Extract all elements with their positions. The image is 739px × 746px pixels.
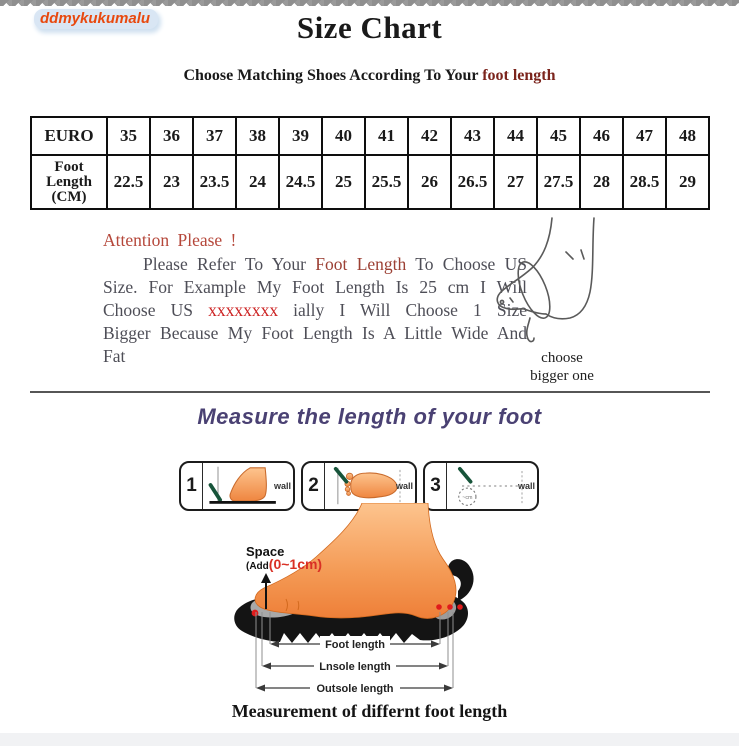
- length-cell: 26.5: [451, 155, 494, 209]
- euro-cell: 36: [150, 117, 193, 155]
- space-word: Space: [246, 544, 285, 559]
- svg-text:~cm: ~cm: [462, 494, 473, 501]
- euro-cell: 43: [451, 117, 494, 155]
- euro-cell: 39: [279, 117, 322, 155]
- measurement-caption: Measurement of differnt foot length: [231, 701, 508, 721]
- wall-label: wall: [517, 481, 535, 491]
- length-cell: 24.5: [279, 155, 322, 209]
- euro-cell: 41: [365, 117, 408, 155]
- length-cell: 25.5: [365, 155, 408, 209]
- brand-logo: ddmykukumalu: [34, 9, 158, 29]
- length-cell: 22.5: [107, 155, 150, 209]
- attention-text: ially I Will Choose 1 Size Bigger Because My Foot Length Is A Little Wide And Fat: [103, 300, 528, 366]
- attention-foot-length-highlight: Foot Length: [315, 254, 407, 274]
- attention-block: [103, 229, 527, 368]
- length-cell: 24: [236, 155, 279, 209]
- rear-measure-dot: [436, 604, 442, 610]
- euro-cell: 40: [322, 117, 365, 155]
- length-cell: 26: [408, 155, 451, 209]
- step-number: 3: [425, 463, 447, 509]
- foot-length-header-line: Foot: [54, 158, 84, 175]
- space-arrow-up: [261, 573, 271, 583]
- measure-section-heading: Measure the length of your foot: [197, 404, 542, 429]
- length-arrows-diagram: [222, 610, 517, 710]
- length-cell: 23.5: [193, 155, 236, 209]
- attention-censored-x: xxxxxxxx: [208, 300, 279, 320]
- subtitle-text: Choose Matching Shoes According To Your: [183, 67, 479, 84]
- length-cell: 28.5: [623, 155, 666, 209]
- foot-length-arrow-label: Foot length: [325, 639, 385, 651]
- choose-caption-line: bigger one: [530, 368, 594, 384]
- euro-row: [31, 117, 709, 155]
- rear-measure-dot: [457, 604, 463, 610]
- foot-length-row-header: [31, 155, 107, 209]
- page-title: Size Chart: [296, 10, 443, 45]
- space-range-text: (0~1cm): [268, 556, 323, 572]
- length-cell: 25: [322, 155, 365, 209]
- attention-text: Please Refer To Your: [143, 254, 306, 274]
- attention-paragraph: [103, 253, 527, 368]
- choose-bigger-caption: [512, 349, 612, 385]
- length-cell: 23: [150, 155, 193, 209]
- outsole-length-arrow-label: Outsole length: [316, 683, 394, 695]
- space-label: [246, 545, 322, 573]
- euro-cell: 46: [580, 117, 623, 155]
- euro-cell: 35: [107, 117, 150, 155]
- foot-length-header-line: (CM): [51, 188, 87, 205]
- length-cell: 27: [494, 155, 537, 209]
- wall-label: wall: [395, 481, 413, 491]
- attention-text: To Choose US Size. For Example My Foot Length Is 25 cm I Will Choose US: [103, 254, 527, 320]
- euro-cell: 48: [666, 117, 709, 155]
- step-number: 1: [181, 463, 203, 509]
- section-divider: [30, 391, 710, 393]
- euro-cell: 47: [623, 117, 666, 155]
- euro-cell: 37: [193, 117, 236, 155]
- torn-edge-decoration: [0, 0, 739, 6]
- subtitle-highlight: foot length: [482, 67, 556, 84]
- foot-length-header-line: Length: [46, 173, 92, 190]
- euro-cell: 45: [537, 117, 580, 155]
- size-chart-table: [30, 116, 710, 210]
- foot-measuring-sketch-icon: [486, 214, 636, 349]
- attention-heading: Attention Please !: [103, 230, 237, 250]
- subtitle: [0, 67, 739, 85]
- euro-cell: 44: [494, 117, 537, 155]
- bottom-edge-strip: [0, 733, 739, 746]
- choose-caption-line: choose: [541, 350, 583, 366]
- length-cell: 27.5: [537, 155, 580, 209]
- insole-length-arrow-label: Lnsole length: [319, 661, 391, 673]
- wall-label: wall: [273, 481, 291, 491]
- length-cell: 29: [666, 155, 709, 209]
- euro-cell: 38: [236, 117, 279, 155]
- foot-length-row: [31, 155, 709, 209]
- rear-measure-dot: [447, 604, 453, 610]
- euro-cell: 42: [408, 117, 451, 155]
- euro-row-header: EURO: [31, 117, 107, 155]
- space-add-text: (Add: [246, 561, 269, 572]
- step-number: 2: [303, 463, 325, 509]
- length-cell: 28: [580, 155, 623, 209]
